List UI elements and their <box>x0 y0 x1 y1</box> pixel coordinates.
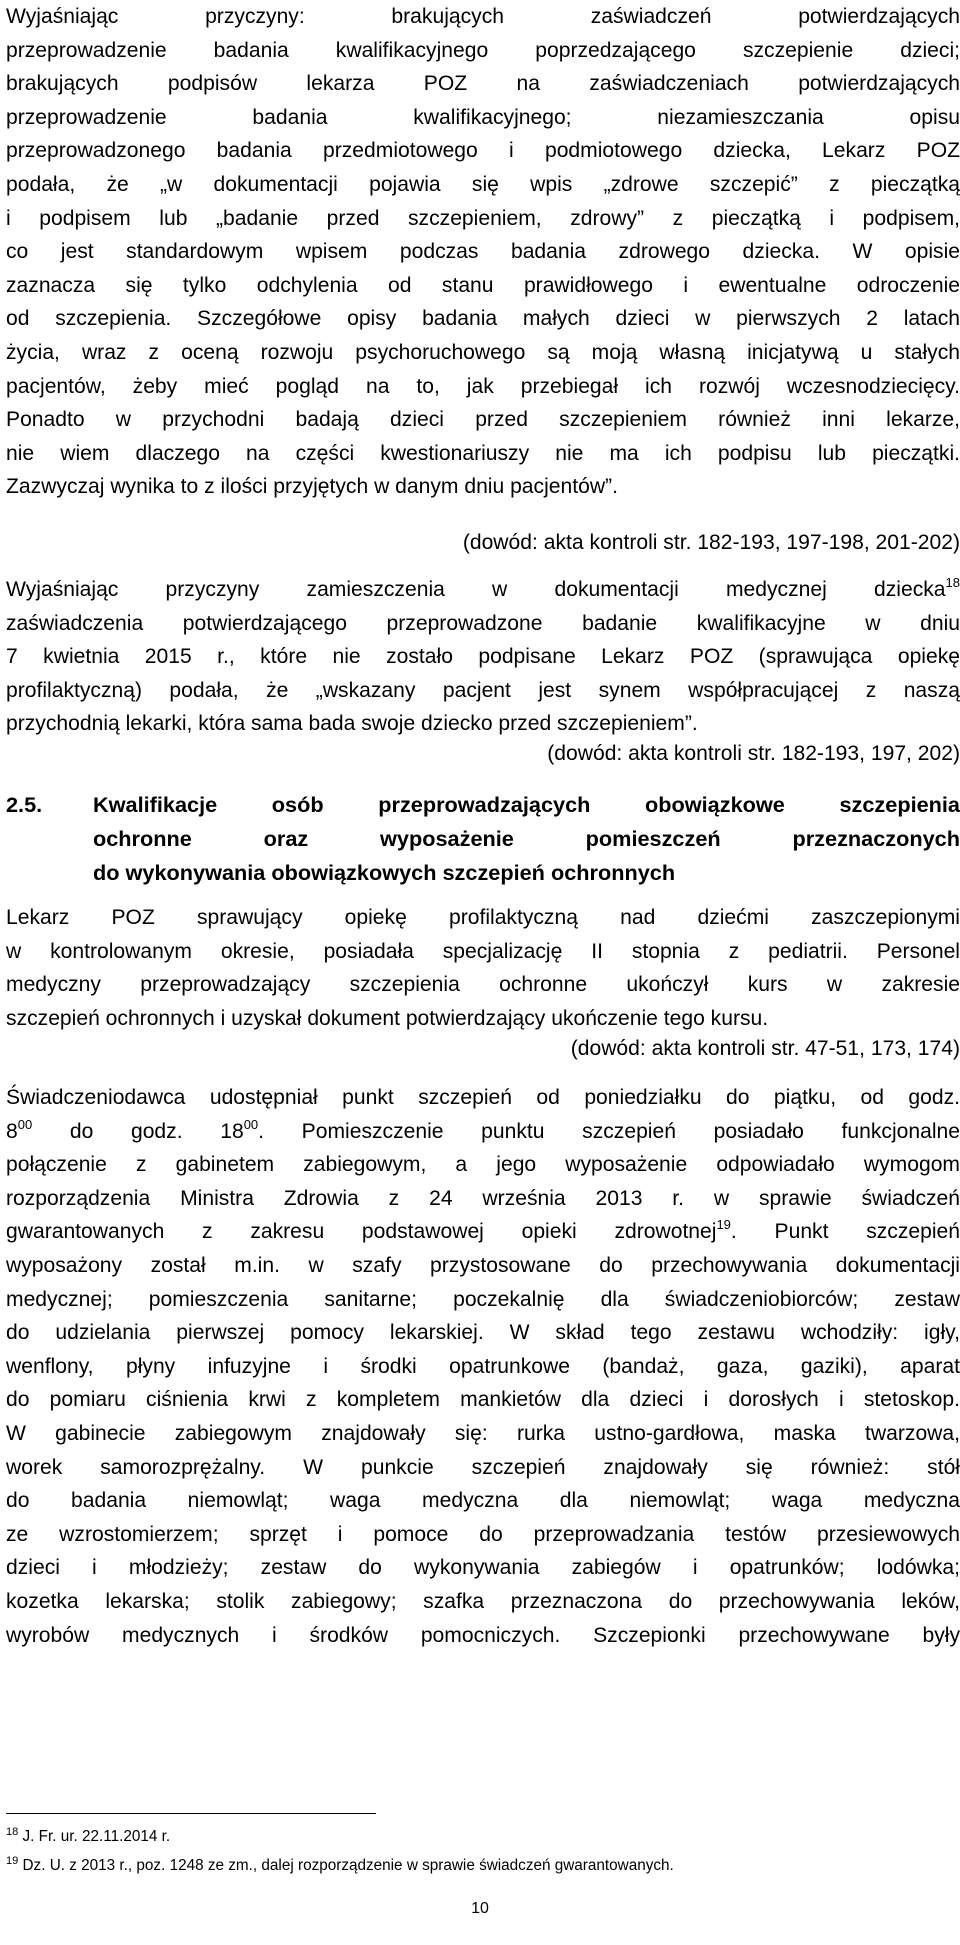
text-line: przeprowadzonego badania przedmiotowego i podmiotowego dziecka, Lekarz POZ <box>6 139 960 163</box>
text-line: W gabinecie zabiegowym znajdowały się: rurka ustno-gardłowa, maska twarzowa, <box>6 1421 960 1445</box>
section-title <box>93 788 960 890</box>
footnote-18 <box>6 1827 956 1847</box>
text-line: wenflony, płyny infuzyjne i środki opatrunkowe (bandaż, gaza, gaziki), aparat <box>6 1354 960 1378</box>
evidence-text: (dowód: akta kontroli str. 47-51, 173, 174) <box>570 1037 960 1060</box>
text-line: Świadczeniodawca udostępniał punkt szczepień od poniedziałku do piątku, od godz. <box>6 1086 960 1109</box>
text-line: wyrobów medycznych i środków pomocniczych. Szczepionki przechowywane były <box>6 1623 960 1647</box>
section-number: 2.5. <box>6 792 43 817</box>
text-line: Wyjaśniając przyczyny: brakujących zaświadczeń potwierdzających <box>6 5 960 28</box>
text-line: pacjentów, żeby mieć pogląd na to, jak przebiegał ich rozwój wczesnodziecięcy. <box>6 374 960 398</box>
text-line: 7 kwietnia 2015 r., które nie zostało podpisane Lekarz POZ (sprawująca opiekę <box>6 645 960 669</box>
text-line: medyczny przeprowadzający szczepienia ochronne ukończył kurs w zakresie <box>6 973 960 997</box>
text-line: kozetka lekarska; stolik zabiegowy; szafka przeznaczona do przechowywania leków, <box>6 1589 960 1613</box>
evidence-note-1 <box>6 526 960 560</box>
text-line: rozporządzenia Ministra Zdrowia z 24 września 2013 r. w sprawie świadczeń <box>6 1186 960 1210</box>
footnote-ref: 19 <box>716 1217 731 1233</box>
evidence-note-2 <box>6 737 960 771</box>
text-line: szczepień ochronnych i uzyskał dokument potwierdzający ukończenie tego kursu. <box>6 1006 769 1030</box>
heading-line: ochronne oraz wyposażenie pomieszczeń przeznaczonych <box>93 826 960 851</box>
text-line: brakujących podpisów lekarza POZ na zaświadczeniach potwierdzających <box>6 72 960 96</box>
text-line: od szczepienia. Szczegółowe opisy badania małych dzieci w pierwszych 2 latach <box>6 307 960 331</box>
text-line: w kontrolowanym okresie, posiadała specjalizację II stopnia z pediatrii. Personel <box>6 939 960 963</box>
text-line: worek samorozprężalny. W punkcie szczepień znajdowały się również: stół <box>6 1455 960 1479</box>
text-line: połączenie z gabinetem zabiegowym, a jego wyposażenie odpowiadało wymogom <box>6 1153 960 1177</box>
text-line: Ponadto w przychodni badają dzieci przed szczepieniem również inni lekarze, <box>6 408 960 432</box>
paragraph-3 <box>6 901 960 1035</box>
text-line: zaświadczenia potwierdzającego przeprowadzone badanie kwalifikacyjne w dniu <box>6 611 960 635</box>
section-heading <box>6 788 960 892</box>
text-line: dzieci i młodzieży; zestaw do wykonywania zabiegów i opatrunków; lodówka; <box>6 1556 960 1580</box>
text-line: co jest standardowym wpisem podczas badania zdrowego dziecka. W opisie <box>6 240 960 264</box>
superscript: 00 <box>243 1116 259 1132</box>
text-fragment: . Pomieszczenie punktu szczepień posiadało funkcjonalne <box>258 1119 960 1143</box>
evidence-text: (dowód: akta kontroli str. 182-193, 197-198, 201-202) <box>462 531 960 554</box>
footnote-mark: 18 <box>6 1826 19 1838</box>
text-line <box>6 1215 960 1249</box>
evidence-note-3 <box>6 1032 960 1066</box>
heading-line: Kwalifikacje osób przeprowadzających obowiązkowe szczepienia <box>93 792 960 817</box>
footnote-19 <box>6 1856 956 1876</box>
text-line: wyposażony został m.in. w szafy przystosowane do przechowywania dokumentacji <box>6 1253 960 1277</box>
text-line: życia, wraz z oceną rozwoju psychoruchowego są moją własną inicjatywą u stałych <box>6 340 960 364</box>
paragraph-2 <box>6 573 960 741</box>
text-line: do udzielania pierwszej pomocy lekarskiej. W skład tego zestawu wchodziły: igły, <box>6 1321 960 1345</box>
text-line: medycznej; pomieszczenia sanitarne; poczekalnię dla świadczeniobiorców; zestaw <box>6 1287 960 1311</box>
paragraph-1 <box>6 0 960 504</box>
footnote-separator <box>6 1813 376 1814</box>
text-line: przychodnią lekarki, która sama bada swoje dziecko przed szczepieniem”. <box>6 712 698 736</box>
text-line: przeprowadzenie badania kwalifikacyjnego poprzedzającego szczepienie dzieci; <box>6 38 960 62</box>
text-fragment: do godz. 18 <box>32 1119 244 1143</box>
footnote-mark: 19 <box>6 1855 19 1867</box>
evidence-text: (dowód: akta kontroli str. 182-193, 197, 202) <box>547 742 960 765</box>
text-line: zaznacza się tylko odchylenia od stanu prawidłowego i ewentualne odroczenie <box>6 273 960 297</box>
footnote-text: J. Fr. ur. 22.11.2014 r. <box>18 1828 171 1845</box>
text-line: nie wiem dlaczego na części kwestionariuszy nie ma ich podpisu lub pieczątki. <box>6 441 960 465</box>
text-fragment: . Punkt szczepień <box>730 1220 960 1244</box>
text-line: ze wzrostomierzem; sprzęt i pomoce do przeprowadzania testów przesiewowych <box>6 1522 960 1546</box>
text-line: do badania niemowląt; waga medyczna dla niemowląt; waga medyczna <box>6 1489 960 1513</box>
text-line: Lekarz POZ sprawujący opiekę profilaktyczną nad dziećmi zaszczepionymi <box>6 906 960 929</box>
footnote-text: Dz. U. z 2013 r., poz. 1248 ze zm., dalej rozporządzenie w sprawie świadczeń gwarantowanych. <box>18 1857 674 1874</box>
text-line <box>6 1115 960 1149</box>
text-line: przeprowadzenie badania kwalifikacyjnego; niezamieszczania opisu <box>6 105 960 129</box>
text-fragment: 8 <box>6 1119 18 1143</box>
text-fragment: Wyjaśniając przyczyny zamieszczenia w dokumentacji medycznej dziecka <box>6 578 946 601</box>
text-line: i podpisem lub „badanie przed szczepieniem, zdrowy” z pieczątką i podpisem, <box>6 206 960 230</box>
paragraph-4 <box>6 1081 960 1652</box>
footnote-ref: 18 <box>945 575 960 590</box>
heading-line: do wykonywania obowiązkowych szczepień ochronnych <box>93 860 676 885</box>
text-line: Zazwyczaj wynika to z ilości przyjętych w danym dniu pacjentów”. <box>6 475 618 499</box>
text-line: do pomiaru ciśnienia krwi z kompletem mankietów dla dzieci i dorosłych i stetoskop. <box>6 1388 960 1412</box>
text-line <box>6 573 960 607</box>
superscript: 00 <box>17 1116 33 1132</box>
text-fragment: gwarantowanych z zakresu podstawowej opieki zdrowotnej <box>6 1220 717 1244</box>
page-number: 10 <box>471 1900 489 1917</box>
text-line: podała, że „w dokumentacji pojawia się wpis „zdrowe szczepić” z pieczątką <box>6 172 960 196</box>
text-line: profilaktyczną) podała, że „wskazany pacjent jest synem współpracującej z naszą <box>6 678 960 702</box>
